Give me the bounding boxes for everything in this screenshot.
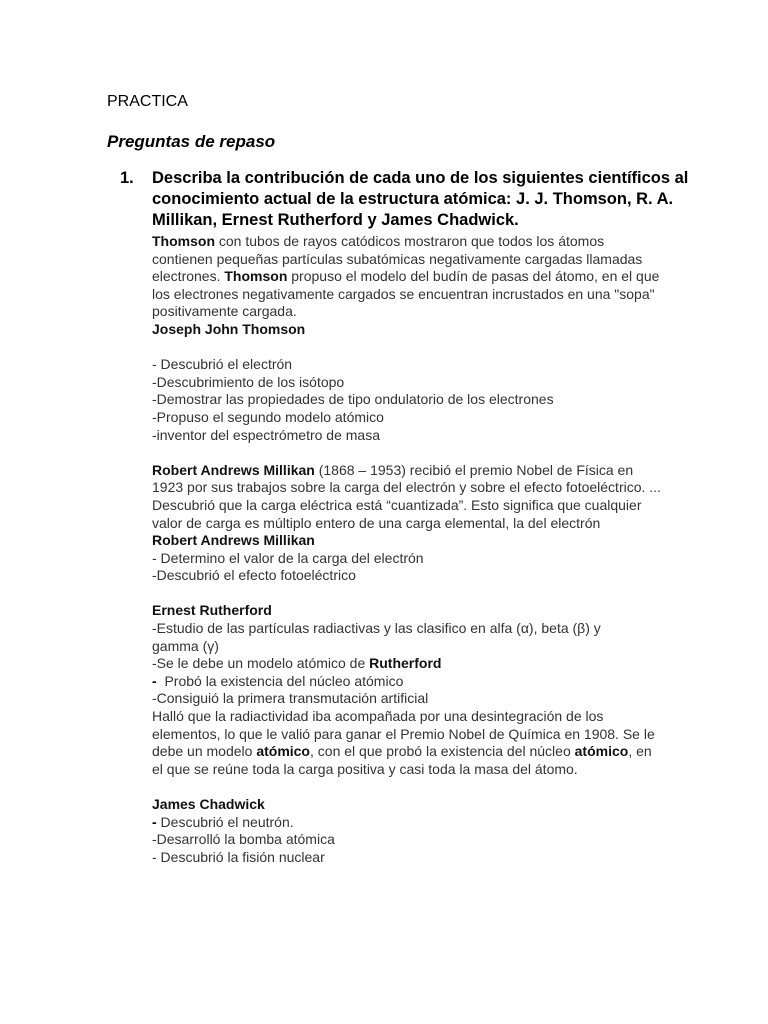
spacer bbox=[152, 339, 662, 357]
millikan-intro bbox=[152, 462, 662, 532]
rutherford-para-bold: atómico bbox=[256, 743, 310, 760]
thomson-intro-text: con tubos de rayos catódicos mostraron que todos los átomos contienen pequeñas partículas subatómicas negativamente cargadas llamadas electrones. bbox=[152, 233, 643, 285]
thomson-intro-text: propuso el modelo del budín de pasas del átomo, en el que los electrones negativamente cargados se encuentran incrustados en una "sopa" positivamente cargada. bbox=[152, 268, 660, 320]
thomson-name-bold: Thomson bbox=[152, 233, 215, 249]
question-number: 1. bbox=[120, 169, 134, 187]
chadwick-item: - Descubrió la fisión nuclear bbox=[152, 848, 325, 865]
thomson-item: -Demostrar las propiedades de tipo ondulatorio de los electrones bbox=[152, 391, 554, 408]
millikan-full-name bbox=[152, 532, 662, 550]
millikan-item: -Descubrió el efecto fotoeléctrico bbox=[152, 567, 356, 584]
millikan-full-name-text: Robert Andrews Millikan bbox=[152, 532, 315, 549]
rutherford-item-text: -Se le debe un modelo atómico de bbox=[152, 655, 370, 672]
rutherford-item-text: Probó la existencia del núcleo atómico bbox=[156, 672, 404, 689]
rutherford-full-name bbox=[152, 602, 662, 620]
chadwick-item-text: Descubrió el neutrón. bbox=[156, 813, 294, 830]
chadwick-full-name-text: James Chadwick bbox=[152, 796, 265, 812]
rutherford-paragraph bbox=[152, 708, 662, 778]
rutherford-item: -Estudio de las partículas radiactivas y las clasifico en alfa (α), beta (β) y gamma (γ) bbox=[152, 620, 601, 654]
rutherford-item bbox=[152, 655, 662, 673]
spacer bbox=[152, 585, 662, 603]
dash: - bbox=[152, 813, 157, 830]
rutherford-para-text: Halló que la radiactividad iba acompañada por una desintegración de los elementos, lo que le valió para ganar el Premio Nobel de Química en 1908. Se le debe un modelo bbox=[152, 708, 655, 760]
question-text: Describa la contribución de cada uno de los siguientes científicos al conocimiento actual de la estructura atómica: J. J. Thomson, R. A. Millikan, Ernest Rutherford y James Chadwick. bbox=[152, 169, 689, 229]
page-heading: PRACTICA bbox=[107, 93, 188, 110]
thomson-intro bbox=[152, 233, 662, 321]
rutherford-full-name-text: Ernest Rutherford bbox=[152, 602, 272, 619]
rutherford-para-text: , con el que probó la existencia del núcleo bbox=[310, 743, 575, 760]
chadwick-item: -Desarrolló la bomba atómica bbox=[152, 831, 335, 848]
answer-body bbox=[152, 233, 662, 866]
rutherford-para-bold: atómico bbox=[574, 743, 629, 760]
thomson-name-bold: Thomson bbox=[224, 268, 288, 285]
thomson-item: - Descubrió el electrón bbox=[152, 356, 293, 373]
thomson-item: -Propuso el segundo modelo atómico bbox=[152, 408, 384, 425]
thomson-item: -inventor del espectrómetro de masa bbox=[152, 426, 380, 443]
thomson-item: -Descubrimiento de los isótopo bbox=[152, 373, 345, 390]
thomson-full-name-text: Joseph John Thomson bbox=[152, 320, 306, 337]
rutherford-bold: Rutherford bbox=[369, 655, 442, 672]
dash: - bbox=[152, 672, 157, 689]
spacer bbox=[152, 444, 662, 462]
chadwick-full-name bbox=[152, 796, 662, 814]
rutherford-item bbox=[152, 673, 662, 691]
rutherford-para-text: , en el que se reúne toda la carga positiva y casi toda la masa del átomo. bbox=[152, 743, 652, 777]
chadwick-item bbox=[152, 814, 662, 832]
rutherford-item: -Consiguió la primera transmutación artificial bbox=[152, 690, 429, 707]
section-subheading: Preguntas de repaso bbox=[107, 132, 276, 151]
millikan-intro-text: (1868 – 1953) recibió el premio Nobel de Física en 1923 por sus trabajos sobre la carga del electrón y sobre el efecto fotoeléctrico. ... Descubrió que la carga eléctrica está “cuantizada”. Esto significa que cualquier valor de carga es múltiplo entero de una carga elemental, la del electrón bbox=[152, 461, 661, 531]
spacer bbox=[152, 778, 662, 796]
millikan-name-bold: Robert Andrews Millikan bbox=[152, 461, 315, 478]
millikan-item: - Determino el valor de la carga del electrón bbox=[152, 549, 424, 566]
thomson-full-name bbox=[152, 321, 662, 339]
